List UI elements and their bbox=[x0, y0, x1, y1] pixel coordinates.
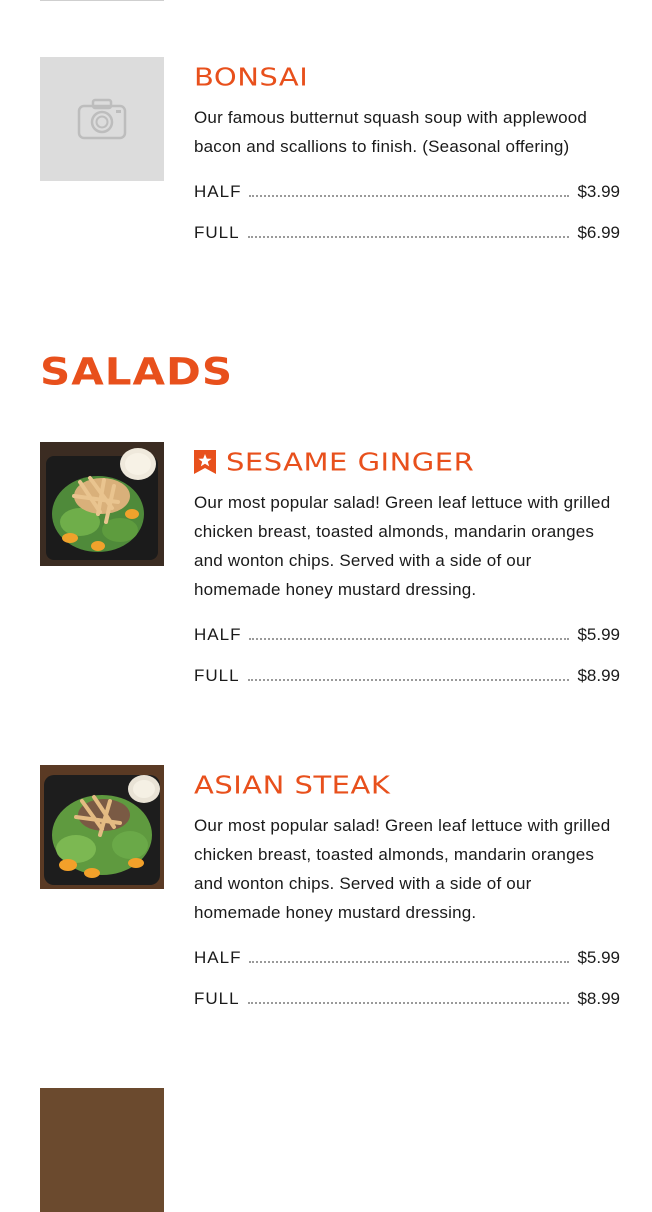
dot-leader bbox=[249, 195, 569, 197]
item-image-placeholder bbox=[40, 57, 164, 181]
next-item-image bbox=[40, 1088, 164, 1212]
salad-photo bbox=[40, 442, 164, 566]
dot-leader bbox=[249, 638, 569, 640]
price-row-half bbox=[194, 161, 620, 202]
section-heading-salads: SALADS bbox=[40, 349, 234, 394]
price-value: $6.99 bbox=[577, 223, 620, 242]
price-value: $5.99 bbox=[577, 625, 620, 644]
price-value: $3.99 bbox=[577, 182, 620, 201]
dot-leader bbox=[248, 679, 570, 681]
dot-leader bbox=[249, 961, 569, 963]
price-label: HALF bbox=[194, 948, 242, 967]
price-label: FULL bbox=[194, 666, 240, 685]
price-row-half bbox=[194, 927, 620, 968]
price-label: HALF bbox=[194, 625, 242, 644]
item-description: Our famous butternut squash soup with applewood bacon and scallions to finish. (Seasonal offering) bbox=[194, 108, 588, 156]
star-badge-icon bbox=[194, 450, 216, 474]
dot-leader bbox=[248, 1002, 570, 1004]
item-title: BONSAI bbox=[194, 62, 309, 92]
item-image-salad[interactable] bbox=[40, 765, 164, 889]
previous-item-image bbox=[40, 0, 164, 1]
price-value: $8.99 bbox=[577, 989, 620, 1008]
price-row-full bbox=[194, 202, 620, 243]
item-title: SESAME GINGER bbox=[226, 447, 475, 477]
price-value: $8.99 bbox=[577, 666, 620, 685]
price-row-full bbox=[194, 968, 620, 1009]
price-label: HALF bbox=[194, 182, 242, 201]
item-description: Our most popular salad! Green leaf lettuce with grilled chicken breast, toasted almonds, mandarin oranges and wonton chips. Served with a side of our homemade honey mustard dressing. bbox=[194, 816, 611, 922]
price-row-full bbox=[194, 645, 620, 686]
salad-photo bbox=[40, 765, 164, 889]
price-label: FULL bbox=[194, 223, 240, 242]
price-row-half bbox=[194, 604, 620, 645]
camera-icon bbox=[76, 97, 128, 141]
item-title: ASIAN STEAK bbox=[194, 770, 391, 800]
price-label: FULL bbox=[194, 989, 240, 1008]
dot-leader bbox=[248, 236, 570, 238]
item-image-salad[interactable] bbox=[40, 442, 164, 566]
item-description: Our most popular salad! Green leaf lettuce with grilled chicken breast, toasted almonds, mandarin oranges and wonton chips. Served with a side of our homemade honey mustard dressing. bbox=[194, 493, 611, 599]
price-value: $5.99 bbox=[577, 948, 620, 967]
